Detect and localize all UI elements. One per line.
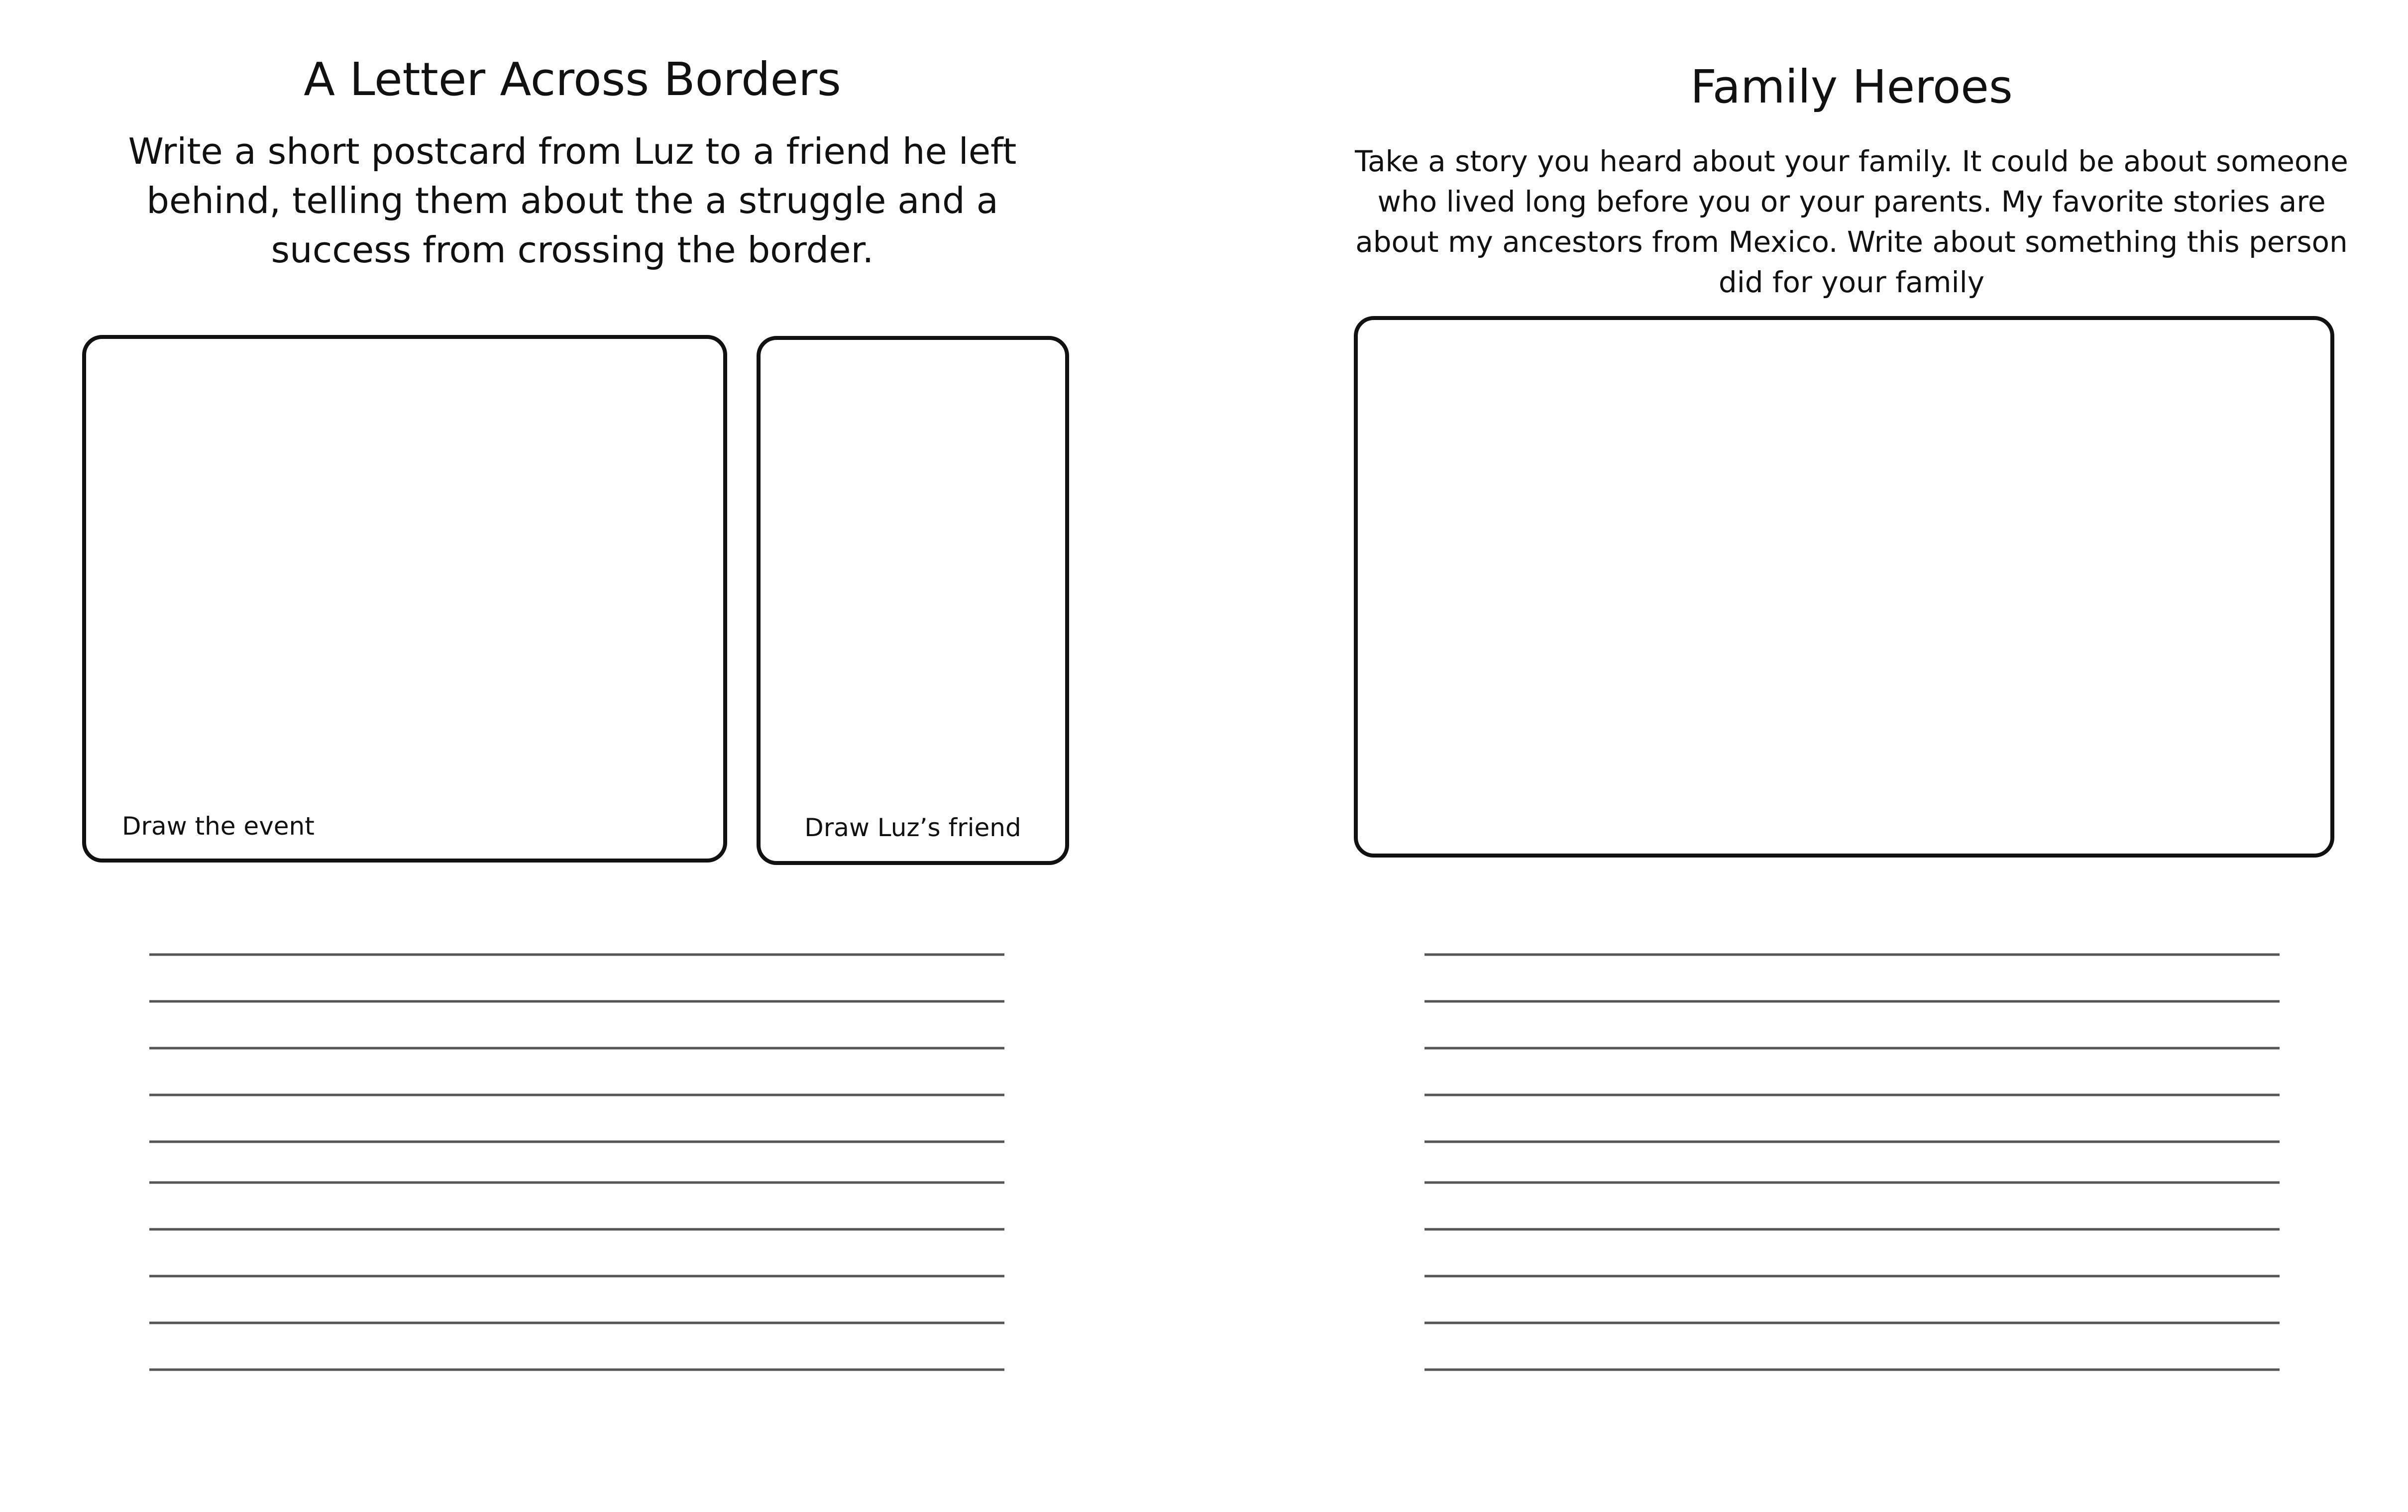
left-page-title: A Letter Across Borders	[304, 53, 841, 106]
right-page-instructions: Take a story you heard about your family. It could be about someone who lived long before you or your parents. My favorite stories are about my ancestors from Mexico. Write about something this person did for your family	[1355, 144, 2348, 299]
left-page-instructions: Write a short postcard from Luz to a friend he left behind, telling them about the a struggle and a success from crossing the border.	[128, 130, 1017, 271]
right-page-title: Family Heroes	[1690, 60, 2013, 113]
draw-event-label: Draw the event	[122, 812, 315, 841]
draw-friend-label: Draw Luz’s friend	[804, 813, 1021, 842]
